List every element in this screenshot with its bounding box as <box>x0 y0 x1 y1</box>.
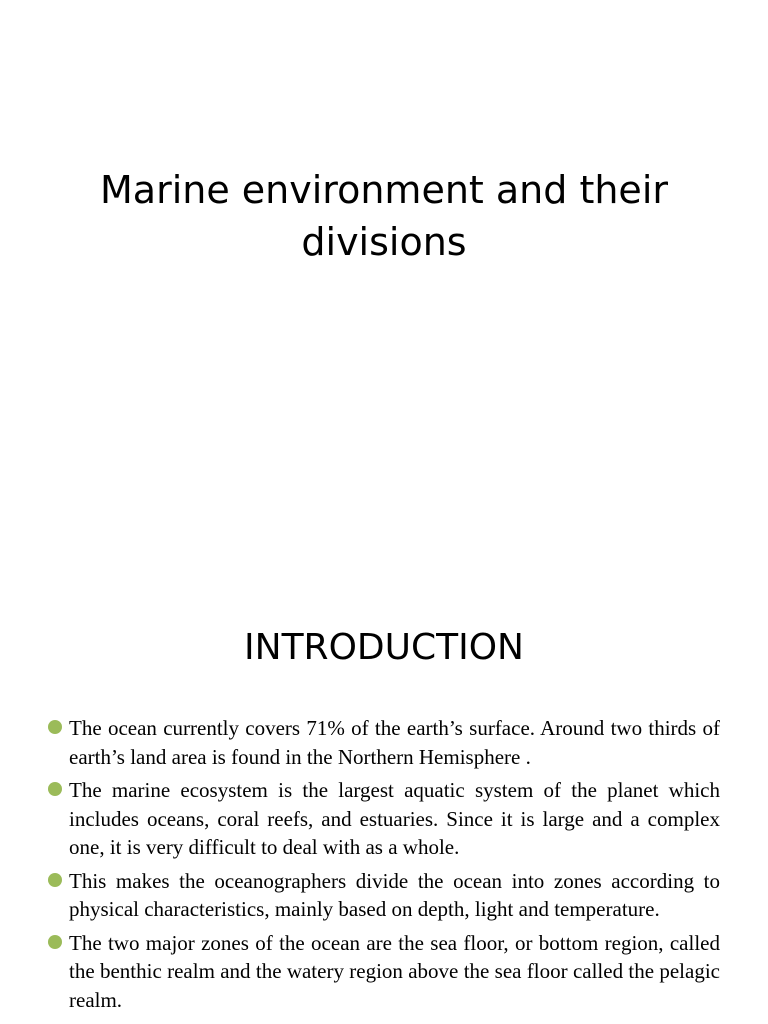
bullet-dot-icon <box>48 720 62 734</box>
bullet-text: The two major zones of the ocean are the sea floor, or bottom region, called the benthic realm and the watery region above the sea floor called the pelagic realm. <box>69 930 720 1012</box>
bullet-text: The ocean currently covers 71% of the earth’s surface. Around two thirds of earth’s land area is found in the Northern Hemisphere . <box>69 716 720 769</box>
bullet-item <box>48 714 720 771</box>
bullet-item <box>48 929 720 1015</box>
bullet-item <box>48 776 720 862</box>
bullet-text: This makes the oceanographers divide the ocean into zones according to physical characteristics, mainly based on depth, light and temperature. <box>69 868 720 921</box>
slide-title: Marine environment and their divisions <box>100 168 668 264</box>
bullet-text: The marine ecosystem is the largest aquatic system of the planet which includes oceans, coral reefs, and estuaries. Since it is large and a complex one, it is very difficult to deal with as a whole. <box>69 778 720 859</box>
bullet-list <box>48 714 720 1019</box>
bullet-dot-icon <box>48 935 62 949</box>
bullet-dot-icon <box>48 873 62 887</box>
slide-heading: INTRODUCTION <box>244 627 524 668</box>
bullet-dot-icon <box>48 782 62 796</box>
bullet-item <box>48 867 720 924</box>
introduction-slide <box>0 576 768 1024</box>
